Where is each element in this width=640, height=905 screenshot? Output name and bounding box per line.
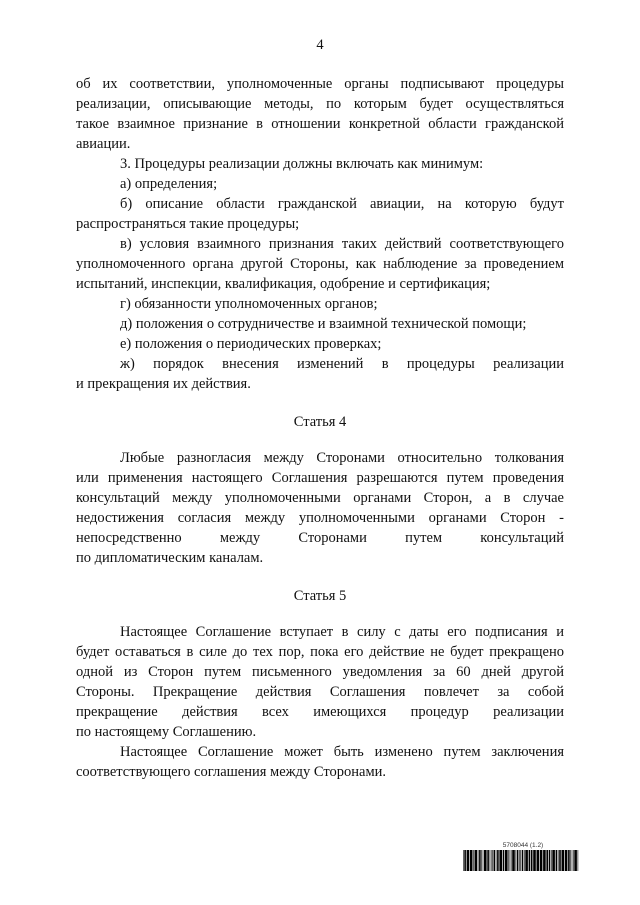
text-line: реализации, описывающие методы, по которым будет осуществляться	[76, 96, 564, 112]
article-4-heading: Статья 4	[293, 414, 347, 430]
article-5-heading: Статья 5	[293, 588, 347, 604]
text-line: консультаций между уполномоченными органами Сторон, а в случае	[76, 490, 564, 506]
barcode-icon	[463, 850, 581, 871]
text-line: соответствующего соглашения между Сторонами.	[76, 764, 387, 780]
list-item-v: в) условия взаимного признания таких действий соответствующего	[120, 236, 564, 252]
section-3-continuation	[76, 74, 564, 154]
text-line: об их соответствии, уполномоченные органы подписывают процедуры	[76, 76, 564, 92]
text-line: непосредственно между Сторонами путем консультаций	[76, 530, 564, 546]
list-item-zh: ж) порядок внесения изменений в процедуры реализации	[120, 356, 564, 372]
list-item-d: д) положения о сотрудничестве и взаимной технической помощи;	[120, 316, 527, 332]
list-item-zh-continuation: и прекращения их действия.	[76, 376, 251, 392]
page-number: 4	[316, 37, 324, 53]
text-line: Стороны. Прекращение действия Соглашения повлечет за собой	[76, 684, 564, 700]
text-line: по настоящему Соглашению.	[76, 724, 257, 740]
text-line: авиации.	[76, 136, 131, 152]
barcode-block	[463, 841, 581, 871]
list-item-v-continuation: испытаний, инспекции, квалификация, одобрение и сертификация;	[76, 276, 491, 292]
article-4-body	[76, 448, 564, 568]
article-5-body	[76, 622, 564, 782]
text-line: прекращение действия всех имеющихся процедур реализации	[76, 704, 564, 720]
text-line: Любые разногласия между Сторонами относительно толкования	[120, 450, 564, 466]
barcode-caption: 5708044 (1.2)	[502, 842, 544, 849]
text-line: недостижения согласия между уполномоченными органами Сторон -	[76, 510, 564, 526]
text-line: или применения настоящего Соглашения разрешаются путем проведения	[76, 470, 564, 486]
list-item-e: е) положения о периодических проверках;	[120, 336, 382, 352]
document-body	[76, 74, 564, 782]
list-item-b-continuation: распространяться такие процедуры;	[76, 216, 300, 232]
point-3-heading: 3. Процедуры реализации должны включать как минимум:	[120, 156, 484, 172]
text-line: Настоящее Соглашение вступает в силу с даты его подписания и	[120, 624, 564, 640]
list-item-g: г) обязанности уполномоченных органов;	[120, 296, 378, 312]
list-item-a: а) определения;	[120, 176, 218, 192]
list-item-b: б) описание области гражданской авиации, на которую будут	[120, 196, 564, 212]
point-3	[76, 154, 564, 394]
text-line: по дипломатическим каналам.	[76, 550, 264, 566]
text-line: будет оставаться в силе до тех пор, пока его действие не будет прекращено	[76, 644, 564, 660]
text-line: Настоящее Соглашение может быть изменено путем заключения	[120, 744, 564, 760]
list-item-v-continuation: уполномоченного органа другой Стороны, как наблюдение за проведением	[76, 256, 564, 272]
text-line: одной из Сторон путем письменного уведомления за 60 дней другой	[76, 664, 564, 680]
text-line: такое взаимное признание в отношении конкретной области гражданской	[76, 116, 564, 132]
